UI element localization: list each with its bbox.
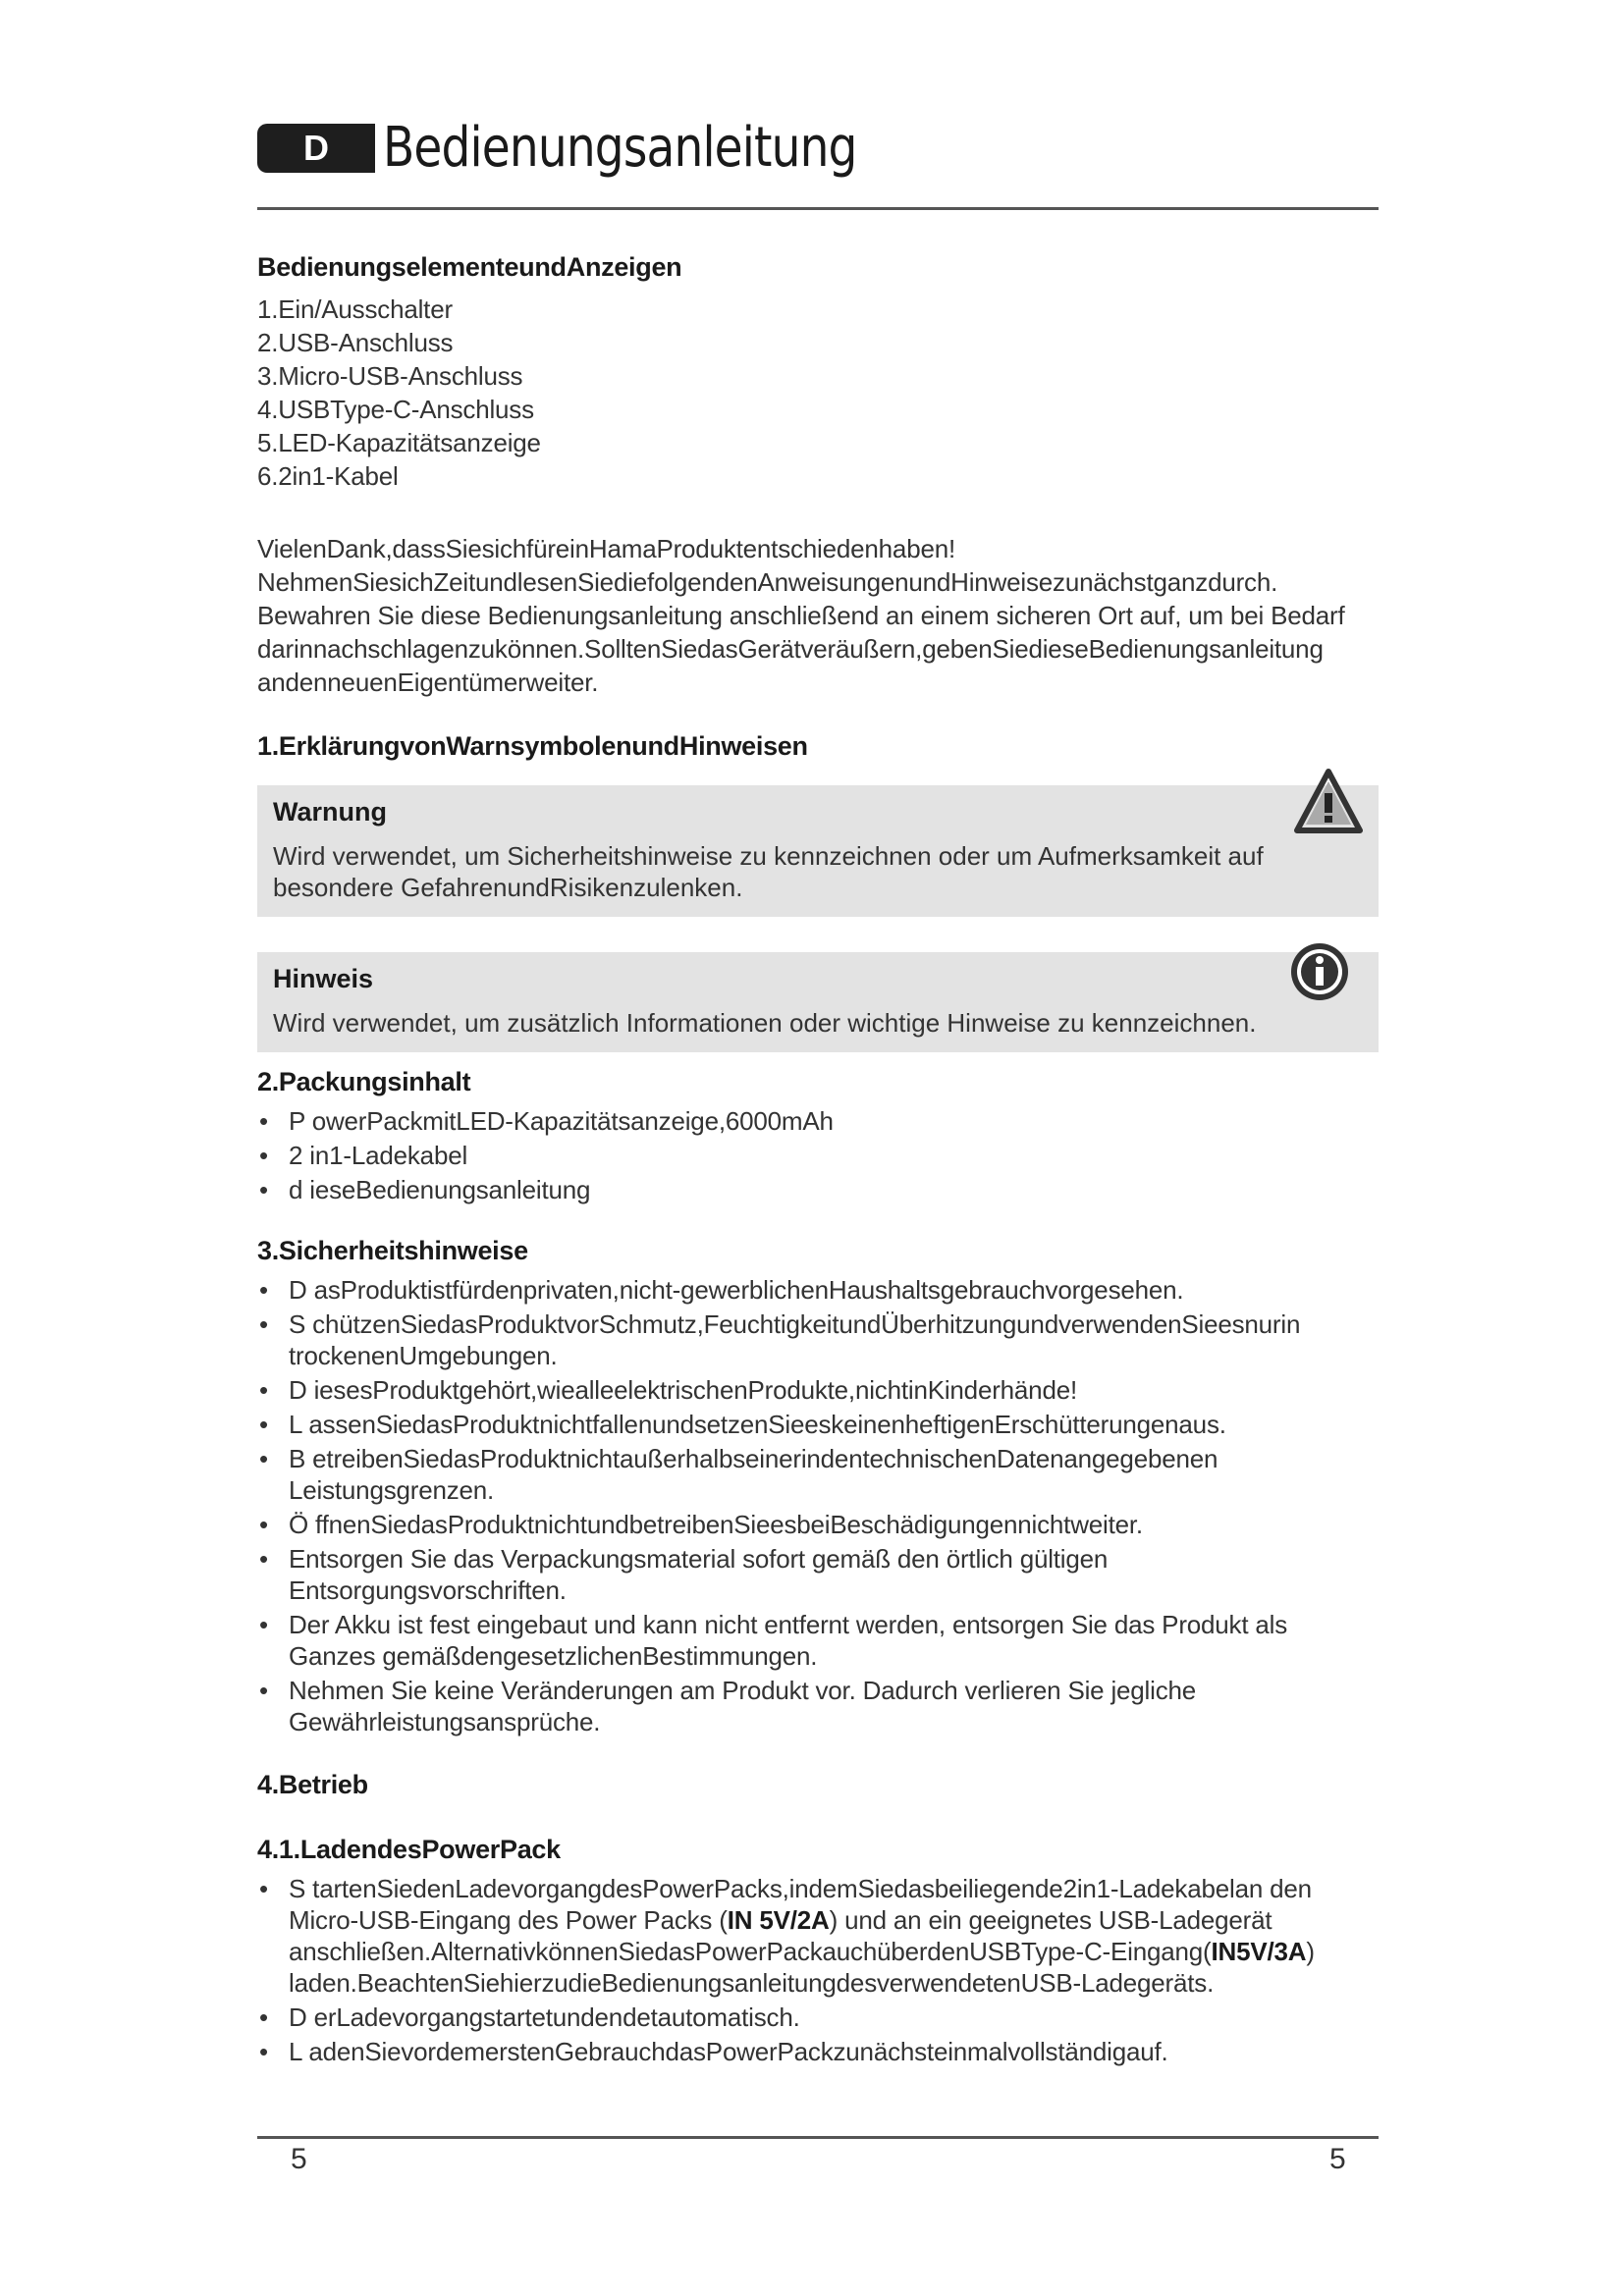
page-number-right: 5 xyxy=(1329,2143,1346,2175)
list-item: • Entsorgen Sie das Verpackungsmaterial sofort gemäß den örtlich gültigen Entsorgungsvorschriften. xyxy=(257,1543,1379,1606)
page-header xyxy=(257,116,1379,180)
list-item: • D asProduktistfürdenprivaten,nicht-gewerblichenHaushaltsgebrauchvorgesehen. xyxy=(257,1274,1379,1306)
list-item: • d ieseBedienungsanleitung xyxy=(257,1174,1379,1205)
package-list xyxy=(257,1105,1379,1205)
charging-text-2: ) und an ein geeignetes USB-Ladegerät anschließen.AlternativkönnenSiedasPowerPackauchüberdenUSBType-C-Eingang( xyxy=(289,1905,1272,1966)
intro-line: darinnachschlagenzukönnen.SolltenSiedasGerätveräußern,gebenSiedieseBedienungsanleitung xyxy=(257,634,1324,664)
list-item: • S chützenSiedasProduktvorSchmutz,FeuchtigkeitundÜberhitzungundverwendenSieesnurin trockenenUmgebungen. xyxy=(257,1308,1379,1371)
controls-item: 1.Ein/Ausschalter xyxy=(257,294,453,324)
document-title: Bedienungsanleitung xyxy=(383,116,857,180)
list-item: • D iesesProduktgehört,wiealleelektrischenProdukte,nichtinKinderhände! xyxy=(257,1374,1379,1406)
controls-list xyxy=(257,293,1379,493)
input-spec-micro-usb: IN 5V/2A xyxy=(727,1905,830,1935)
controls-heading: BedienungselementeundAnzeigen xyxy=(257,252,682,282)
list-item: • Der Akku ist fest eingebaut und kann nicht entfernt werden, entsorgen Sie das Produkt als Ganzes gemäßdengesetzlichenBestimmungen. xyxy=(257,1609,1379,1672)
charging-text-1: S tartenSiedenLadevorgangdesPowerPacks,indemSiedasbeiliegende2in1-Ladekabelan den Micro-USB-Eingang des Power Packs ( xyxy=(289,1874,1312,1935)
header-divider xyxy=(257,207,1379,210)
page-number-left: 5 xyxy=(291,2143,307,2175)
section2-heading: 2.Packungsinhalt xyxy=(257,1067,471,1096)
hint-box xyxy=(257,952,1379,1052)
list-item: • Nehmen Sie keine Veränderungen am Produkt vor. Dadurch verlieren Sie jegliche Gewährleistungsansprüche. xyxy=(257,1675,1379,1737)
warning-triangle-icon xyxy=(1294,768,1363,836)
controls-item: 3.Micro-USB-Anschluss xyxy=(257,361,523,391)
list-item: • D erLadevorgangstartetundendetautomatisch. xyxy=(257,2002,1379,2033)
warning-box xyxy=(257,785,1379,917)
list-item xyxy=(257,1873,1379,1999)
section-warnings xyxy=(257,728,1379,1052)
info-circle-icon xyxy=(1288,940,1351,1003)
section4-heading: 4.Betrieb xyxy=(257,1770,368,1799)
intro-text xyxy=(257,532,1379,699)
input-spec-type-c: IN5V/3A xyxy=(1211,1937,1307,1966)
charging-text-3: ) laden.BeachtenSiehierzudieBedienungsanleitungdesverwendetenUSB-Ladegeräts. xyxy=(289,1937,1315,1998)
section1-heading: 1.ErklärungvonWarnsymbolenundHinweisen xyxy=(257,731,808,761)
warning-text: Wird verwendet, um Sicherheitshinweise zu kennzeichnen oder um Aufmerksamkeit auf besondere GefahrenundRisikenzulenken. xyxy=(273,841,1264,902)
intro-line: andenneuenEigentümerweiter. xyxy=(257,667,599,697)
hint-text: Wird verwendet, um zusätzlich Informationen oder wichtige Hinweise zu kennzeichnen. xyxy=(273,1008,1257,1038)
intro-line: NehmenSiesichZeitundlesenSiediefolgendenAnweisungenundHinweisezunächstganzdurch. xyxy=(257,567,1278,597)
list-item: • 2 in1-Ladekabel xyxy=(257,1140,1379,1171)
controls-item: 2.USB-Anschluss xyxy=(257,328,454,357)
controls-item: 6.2in1-Kabel xyxy=(257,461,399,491)
operation-list xyxy=(257,1873,1379,2067)
list-item: • L assenSiedasProduktnichtfallenundsetzenSieeskeinenheftigenErschütterungenaus. xyxy=(257,1409,1379,1440)
controls-item: 4.USBType-C-Anschluss xyxy=(257,395,534,424)
section-safety xyxy=(257,1233,1379,1737)
list-item: • Ö ffnenSiedasProduktnichtundbetreibenSieesbeiBeschädigungennichtweiter. xyxy=(257,1509,1379,1540)
warning-title: Warnung xyxy=(273,797,387,827)
intro-line: Bewahren Sie diese Bedienungsanleitung anschließend an einem sicheren Ort auf, um bei Bedarf xyxy=(257,601,1345,630)
section4-subheading: 4.1.LadendesPowerPack xyxy=(257,1835,561,1864)
intro-line: VielenDank,dassSiesichfüreinHamaProduktentschiedenhaben! xyxy=(257,534,955,563)
list-item: • P owerPackmitLED-Kapazitätsanzeige,6000mAh xyxy=(257,1105,1379,1137)
language-tab: D xyxy=(257,124,375,173)
controls-item: 5.LED-Kapazitätsanzeige xyxy=(257,428,541,457)
safety-list xyxy=(257,1274,1379,1737)
list-item: • B etreibenSiedasProduktnichtaußerhalbseinerindentechnischenDatenangegebenen Leistungsgrenzen. xyxy=(257,1443,1379,1506)
section-operation xyxy=(257,1767,1379,2067)
main-content xyxy=(257,249,1379,2070)
section-package xyxy=(257,1064,1379,1205)
section3-heading: 3.Sicherheitshinweise xyxy=(257,1236,528,1265)
hint-title: Hinweis xyxy=(273,964,374,993)
list-item: • L adenSievordemerstenGebrauchdasPowerPackzunächsteinmalvollständigauf. xyxy=(257,2036,1379,2067)
footer-divider xyxy=(257,2136,1379,2139)
